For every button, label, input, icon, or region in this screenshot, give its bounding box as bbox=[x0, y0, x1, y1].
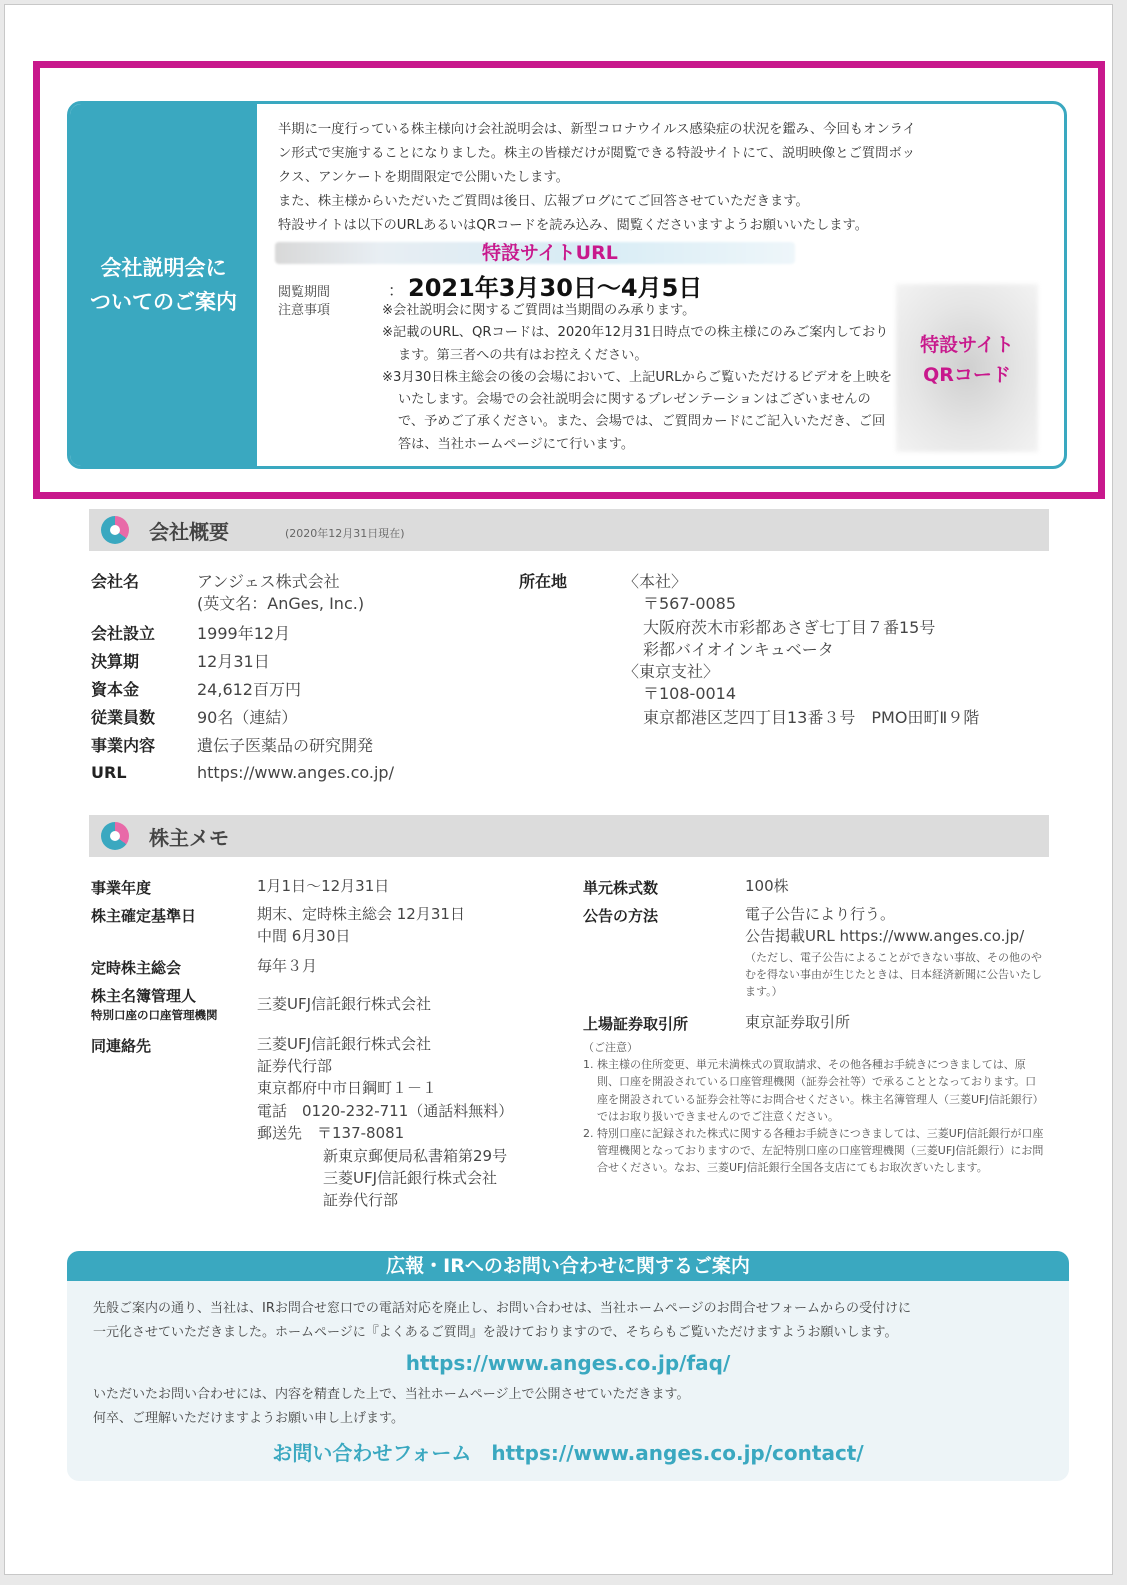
fiscal-year-label: 事業年度 bbox=[91, 879, 152, 897]
briefing-text bbox=[278, 118, 1048, 238]
ir-contact-box bbox=[67, 1251, 1069, 1481]
contact-label: 同連絡先 bbox=[91, 1037, 152, 1055]
public-notice-label: 公告の方法 bbox=[583, 907, 659, 925]
ir-contact-title: 広報・IRへのお問い合わせに関するご案内 bbox=[67, 1251, 1069, 1281]
public-notice-note: （ただし、電子公告によることができない事故、その他のやむを得ない事由が生じたときは、日本経済新聞に公告いたします。） bbox=[745, 951, 1042, 998]
location-line: 彩都バイオインキュベータ bbox=[643, 640, 834, 659]
notes-list bbox=[382, 300, 894, 456]
briefing-paragraph-3: 特設サイトは以下のURLあるいはQRコードを読み込み、閲覧くださいますようお願いいたします。 bbox=[278, 218, 869, 233]
exchange-value: 東京証券取引所 bbox=[745, 1013, 851, 1031]
registrar-sublabel: 特別口座の口座管理機関 bbox=[91, 1008, 218, 1022]
agm-value: 毎年３月 bbox=[257, 957, 318, 975]
qr-code-label bbox=[896, 330, 1038, 390]
unit-shares-value: 100株 bbox=[745, 877, 789, 895]
location-label: 所在地 bbox=[519, 572, 568, 591]
location-line: 〒567-0085 bbox=[643, 594, 737, 613]
record-date-label: 株主確定基準日 bbox=[91, 907, 197, 925]
viewing-period-value: 2021年3月30日～4月5日 bbox=[408, 274, 703, 302]
contact-line: 新東京郵便局私書箱第29号 bbox=[323, 1147, 508, 1165]
briefing-paragraph-1b: ン形式で実施することになりました。株主の皆様だけが閲覧できる特設サイトにて、説明映像とご質問ボッ bbox=[278, 146, 916, 161]
briefing-paragraph-2: また、株主様からいただいたご質問は後日、広報ブログにてご回答させていただきます。 bbox=[278, 194, 809, 209]
memo-header bbox=[89, 815, 1049, 857]
caution-notes bbox=[583, 1039, 1045, 1177]
caution-item: 2. 特別口座に記録された株式に関する各種お手続きにつきましては、三菱UFJ信託銀行が口座管理機関となっておりますので、左記特別口座の口座管理機関（三菱UFJ信託銀行）にお問合せください。なお、三菱UFJ信託銀行全国各支店にてもお取次ぎいたします。 bbox=[583, 1127, 1044, 1175]
unit-shares-label: 単元株式数 bbox=[583, 879, 659, 897]
ir-contact-text-line: 何卒、ご理解いただけますようお願い申し上げます。 bbox=[93, 1411, 404, 1426]
record-date-value: 期末、定時株主総会 12月31日 bbox=[257, 905, 465, 923]
registrar-value: 三菱UFJ信託銀行株式会社 bbox=[257, 995, 432, 1013]
overview-label: URL bbox=[91, 763, 127, 782]
overview-value: (英文名：AnGes, Inc.) bbox=[197, 594, 365, 613]
overview-value: 90名（連結） bbox=[197, 708, 298, 727]
contact-line: 三菱UFJ信託銀行株式会社 bbox=[257, 1035, 432, 1053]
memo-title: 株主メモ bbox=[149, 825, 229, 850]
ir-contact-text-line: 一元化させていただきました。ホームページに『よくあるご質問』を設けておりますので、そちらもご覧いただけますようお願いします。 bbox=[93, 1325, 898, 1340]
briefing-side-title bbox=[70, 104, 257, 466]
overview-date-note: (2020年12月31日現在) bbox=[285, 527, 405, 540]
overview-header bbox=[89, 509, 1049, 551]
exchange-label: 上場証券取引所 bbox=[583, 1015, 689, 1033]
note-item: ※3月30日株主総会の後の会場において、上記URLからご覧いただけるビデオを上映をいたします。会場での会社説明会に関するプレゼンテーションはございませんので、予めご了承ください。また、会場では、ご質問カードにご記入いただき、ご回答は、当社ホームページにて行います。 bbox=[382, 369, 893, 452]
overview-label: 事業内容 bbox=[91, 736, 156, 755]
fiscal-year-value: 1月1日～12月31日 bbox=[257, 877, 390, 895]
viewing-period-colon: ： bbox=[388, 281, 405, 300]
public-notice-url[interactable]: 公告掲載URL https://www.anges.co.jp/ bbox=[745, 927, 1025, 945]
contact-line: 東京都府中市日鋼町１－１ bbox=[257, 1079, 438, 1097]
briefing-paragraph-1a: 半期に一度行っている株主様向け会社説明会は、新型コロナウイルス感染症の状況を鑑み、今回もオンライ bbox=[278, 122, 916, 137]
location-line: 大阪府茨木市彩都あさぎ七丁目７番15号 bbox=[643, 618, 936, 637]
note-item: ※会社説明会に関するご質問は当期間のみ承ります。 bbox=[382, 303, 696, 318]
ir-contact-text-line: いただいたお問い合わせには、内容を精査した上で、当社ホームページ上で公開させていただきます。 bbox=[93, 1387, 690, 1402]
overview-label: 決算期 bbox=[91, 652, 140, 671]
qr-label-line-1: 特設サイト bbox=[920, 334, 1014, 356]
viewing-period-label: 閲覧期間 bbox=[278, 285, 331, 300]
notes-label: 注意事項 bbox=[278, 303, 331, 318]
ir-contact-text-line: 先般ご案内の通り、当社は、IRお問合せ窓口での電話対応を廃止し、お問い合わせは、当社ホームページのお問合せフォームからの受付けに bbox=[93, 1301, 911, 1316]
location-line: 〈東京支社〉 bbox=[623, 662, 720, 681]
ir-contact-text-2 bbox=[93, 1383, 1053, 1431]
overview-value: 24,612百万円 bbox=[197, 680, 301, 699]
location-line: 東京都港区芝四丁目13番３号 PMO田町Ⅱ９階 bbox=[643, 708, 980, 727]
overview-label: 会社名 bbox=[91, 572, 140, 591]
overview-label: 会社設立 bbox=[91, 624, 156, 643]
qr-label-line-2: QRコード bbox=[923, 364, 1011, 386]
briefing-title-line-1: 会社説明会に bbox=[100, 256, 227, 280]
record-date-value: 中間 6月30日 bbox=[257, 927, 351, 945]
caution-item: 1. 株主様の住所変更、単元未満株式の買取請求、その他各種お手続きにつきましては、原則、口座を開設されている口座管理機関（証券会社等）で承ることとなっております。口座を開設されている証券会社等にお問合せください。株主名簿管理人（三菱UFJ信託銀行）ではお取り扱いできませんのでご注意ください。 bbox=[583, 1058, 1044, 1123]
briefing-box bbox=[67, 101, 1067, 469]
caution-title: （ご注意） bbox=[583, 1041, 638, 1054]
contact-form-link[interactable]: お問い合わせフォーム https://www.anges.co.jp/contact/ bbox=[272, 1441, 864, 1465]
overview-title: 会社概要 bbox=[149, 519, 229, 544]
location-line: 〈本社〉 bbox=[623, 572, 688, 591]
contact-line: 証券代行部 bbox=[323, 1191, 399, 1209]
notes-row bbox=[278, 300, 894, 456]
special-site-url-label: 特設サイトURL bbox=[482, 242, 618, 264]
overview-label: 資本金 bbox=[91, 680, 140, 699]
contact-line: 証券代行部 bbox=[257, 1057, 333, 1075]
overview-value: アンジェス株式会社 bbox=[197, 572, 340, 591]
document-page bbox=[4, 4, 1113, 1575]
agm-label: 定時株主総会 bbox=[91, 959, 182, 977]
briefing-title-line-2: ついてのご案内 bbox=[90, 290, 237, 314]
note-item: ※記載のURL、QRコードは、2020年12月31日時点での株主様にのみご案内しております。第三者への共有はお控えください。 bbox=[382, 325, 889, 363]
company-url-link[interactable]: https://www.anges.co.jp/ bbox=[197, 763, 394, 782]
location-line: 〒108-0014 bbox=[643, 684, 737, 703]
briefing-paragraph-1c: クス、アンケートを期間限定で公開いたします。 bbox=[278, 170, 569, 185]
contact-line: 三菱UFJ信託銀行株式会社 bbox=[323, 1169, 498, 1187]
viewing-period-row bbox=[278, 268, 702, 303]
disc-icon bbox=[101, 822, 129, 850]
registrar-label: 株主名簿管理人 bbox=[91, 987, 197, 1005]
overview-value: 1999年12月 bbox=[197, 624, 291, 643]
faq-link[interactable]: https://www.anges.co.jp/faq/ bbox=[405, 1351, 731, 1375]
overview-value: 遺伝子医薬品の研究開発 bbox=[197, 736, 374, 755]
disc-icon bbox=[101, 516, 129, 544]
overview-value: 12月31日 bbox=[197, 652, 270, 671]
public-notice-value: 電子公告により行う。 bbox=[745, 905, 896, 923]
contact-line: 電話 0120-232-711（通話料無料） bbox=[257, 1102, 514, 1120]
ir-contact-text bbox=[93, 1297, 1053, 1345]
overview-label: 従業員数 bbox=[91, 708, 156, 727]
contact-line: 郵送先 〒137-8081 bbox=[257, 1124, 405, 1142]
